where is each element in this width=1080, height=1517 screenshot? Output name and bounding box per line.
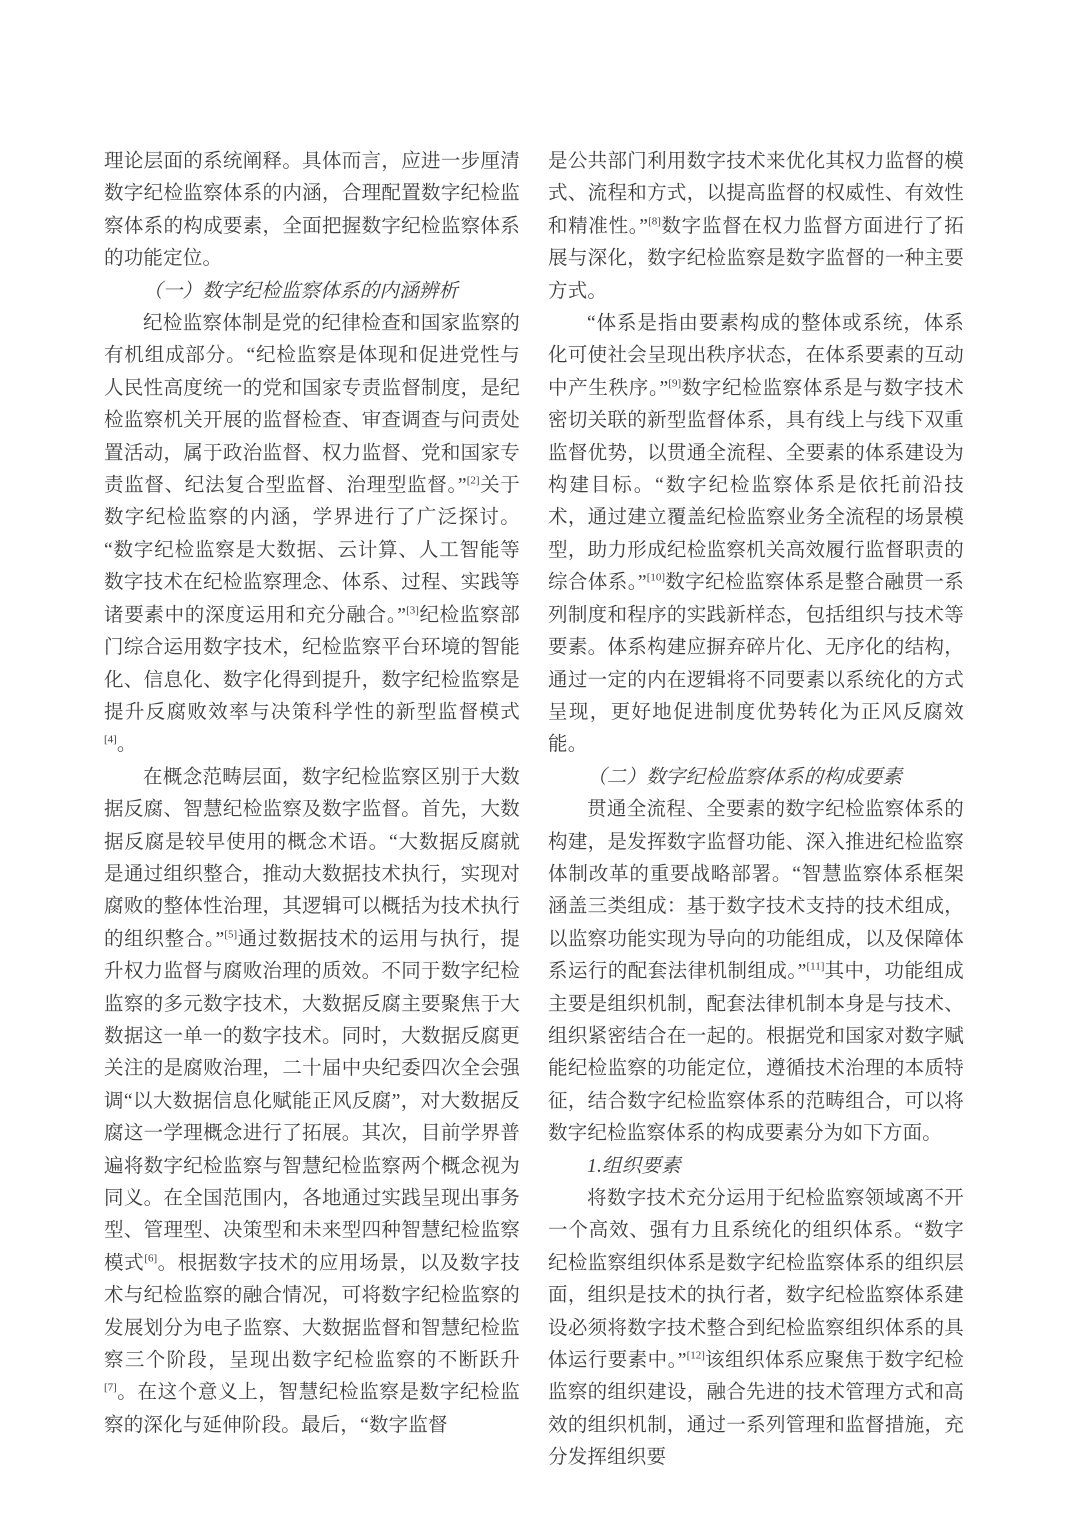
left-column	[104, 146, 520, 1475]
text-columns	[104, 146, 964, 1475]
footnote-ref: [4]	[104, 733, 117, 746]
footnote-ref: [9]	[668, 377, 682, 390]
body-paragraph: 在概念范畴层面，数字纪检监察区别于大数据反腐、智慧纪检监察及数字监督。首先，大数据反腐是较早使用的概念术语。“大数据反腐就是通过组织整合，推动大数据技术执行，实现对腐败的整体性治理，其逻辑可以概括为技术执行的组织整合。”[5]通过数据技术的运用与执行，提升权力监督与腐败治理的质效。不同于数字纪检监察的多元数字技术，大数据反腐主要聚焦于大数据这一单一的数字技术。同时，大数据反腐更关注的是腐败治理，二十届中央纪委四次全会强调“以大数据信息化赋能正风反腐”，对大数据反腐这一学理概念进行了拓展。其次，目前学界普遍将数字纪检监察与智慧纪检监察两个概念视为同义。在全国范围内，各地通过实践呈现出事务型、管理型、决策型和未来型四种智慧纪检监察模式[6]。根据数字技术的应用场景，以及数字技术与纪检监察的融合情况，可将数字纪检监察的发展划分为电子监察、大数据监督和智慧纪检监察三个阶段，呈现出数字纪检监察的不断跃升[7]。在这个意义上，智慧纪检监察是数字纪检监察的深化与延伸阶段。最后，“数字监督	[104, 766, 520, 1436]
section-heading: 1.组织要素	[587, 1155, 681, 1177]
footnote-ref: [10]	[646, 571, 666, 584]
footnote-ref: [3]	[406, 604, 419, 617]
footnote-ref: [12]	[686, 1349, 705, 1362]
footnote-ref: [2]	[466, 474, 480, 487]
body-paragraph: 将数字技术充分运用于纪检监察领域离不开一个高效、强有力且系统化的组织体系。“数字纪检监察组织体系是数字纪检监察体系的组织层面，组织是技术的执行者，数字纪检监察体系建设必须将数字技术整合到纪检监察组织体系的具体运行要素中。”[12]该组织体系应聚焦于数字纪检监察的组织建设，融合先进的技术管理方式和高效的组织机制，通过一系列管理和监督措施，充分发挥组织要	[548, 1188, 964, 1469]
footnote-ref: [8]	[648, 215, 661, 228]
body-paragraph: 纪检监察体制是党的纪律检查和国家监察的有机组成部分。“纪检监察是体现和促进党性与人民性高度统一的党和国家专责监督制度，是纪检监察机关开展的监督检查、审查调查与问责处置活动，属于政治监督、权力监督、党和国家专责监督、纪法复合型监督、治理型监督。”[2]关于数字纪检监察的内涵，学界进行了广泛探讨。“数字纪检监察是大数据、云计算、人工智能等数字技术在纪检监察理念、体系、过程、实践等诸要素中的深度运用和充分融合。”[3]纪检监察部门综合运用数字技术，纪检监察平台环境的智能化、信息化、数字化得到提升，数字纪检监察是提升反腐败效率与决策科学性的新型监督模式[4]。	[104, 313, 520, 756]
right-column	[548, 146, 964, 1475]
body-paragraph: “体系是指由要素构成的整体或系统，体系化可使社会呈现出秩序状态，在体系要素的互动中产生秩序。”[9]数字纪检监察体系是与数字技术密切关联的新型监督体系，具有线上与线下双重监督优势，以贯通全流程、全要素的体系建设为构建目标。“数字纪检监察体系是依托前沿技术，通过建立覆盖纪检监察业务全流程的场景模型，助力形成纪检监察机关高效履行监督职责的综合体系。”[10]数字纪检监察体系是整合融贯一系列制度和程序的实践新样态，包括组织与技术等要素。体系构建应摒弃碎片化、无序化的结构，通过一定的内在逻辑将不同要素以系统化的方式呈现，更好地促进制度优势转化为正风反腐效能。	[548, 313, 964, 756]
footnote-ref: [7]	[104, 1381, 117, 1394]
body-paragraph: 理论层面的系统阐释。具体而言，应进一步厘清数字纪检监察体系的内涵，合理配置数字纪检监察体系的构成要素，全面把握数字纪检监察体系的功能定位。	[104, 151, 520, 270]
section-heading: （一）数字纪检监察体系的内涵辨析	[143, 280, 459, 302]
footnote-ref: [5]	[224, 928, 238, 941]
footnote-ref: [6]	[144, 1252, 158, 1265]
body-paragraph: 贯通全流程、全要素的数字纪检监察体系的构建，是发挥数字监督功能、深入推进纪检监察体制改革的重要战略部署。“智慧监察体系框架涵盖三类组成：基于数字技术支持的技术组成，以监察功能实现为导向的功能组成，以及保障体系运行的配套法律机制组成。”[11]其中，功能组成主要是组织机制，配套法律机制本身是与技术、组织紧密结合在一起的。根据党和国家对数字赋能纪检监察的功能定位，遵循技术治理的本质特征，结合数字纪检监察体系的范畴组合，可以将数字纪检监察体系的构成要素分为如下方面。	[548, 799, 964, 1145]
body-paragraph: 是公共部门利用数字技术来优化其权力监督的模式、流程和方式，以提高监督的权威性、有效性和精准性。”[8]数字监督在权力监督方面进行了拓展与深化，数字纪检监察是数字监督的一种主要方式。	[548, 151, 964, 302]
footnote-ref: [11]	[806, 960, 825, 973]
section-heading: （二）数字纪检监察体系的构成要素	[587, 766, 903, 788]
